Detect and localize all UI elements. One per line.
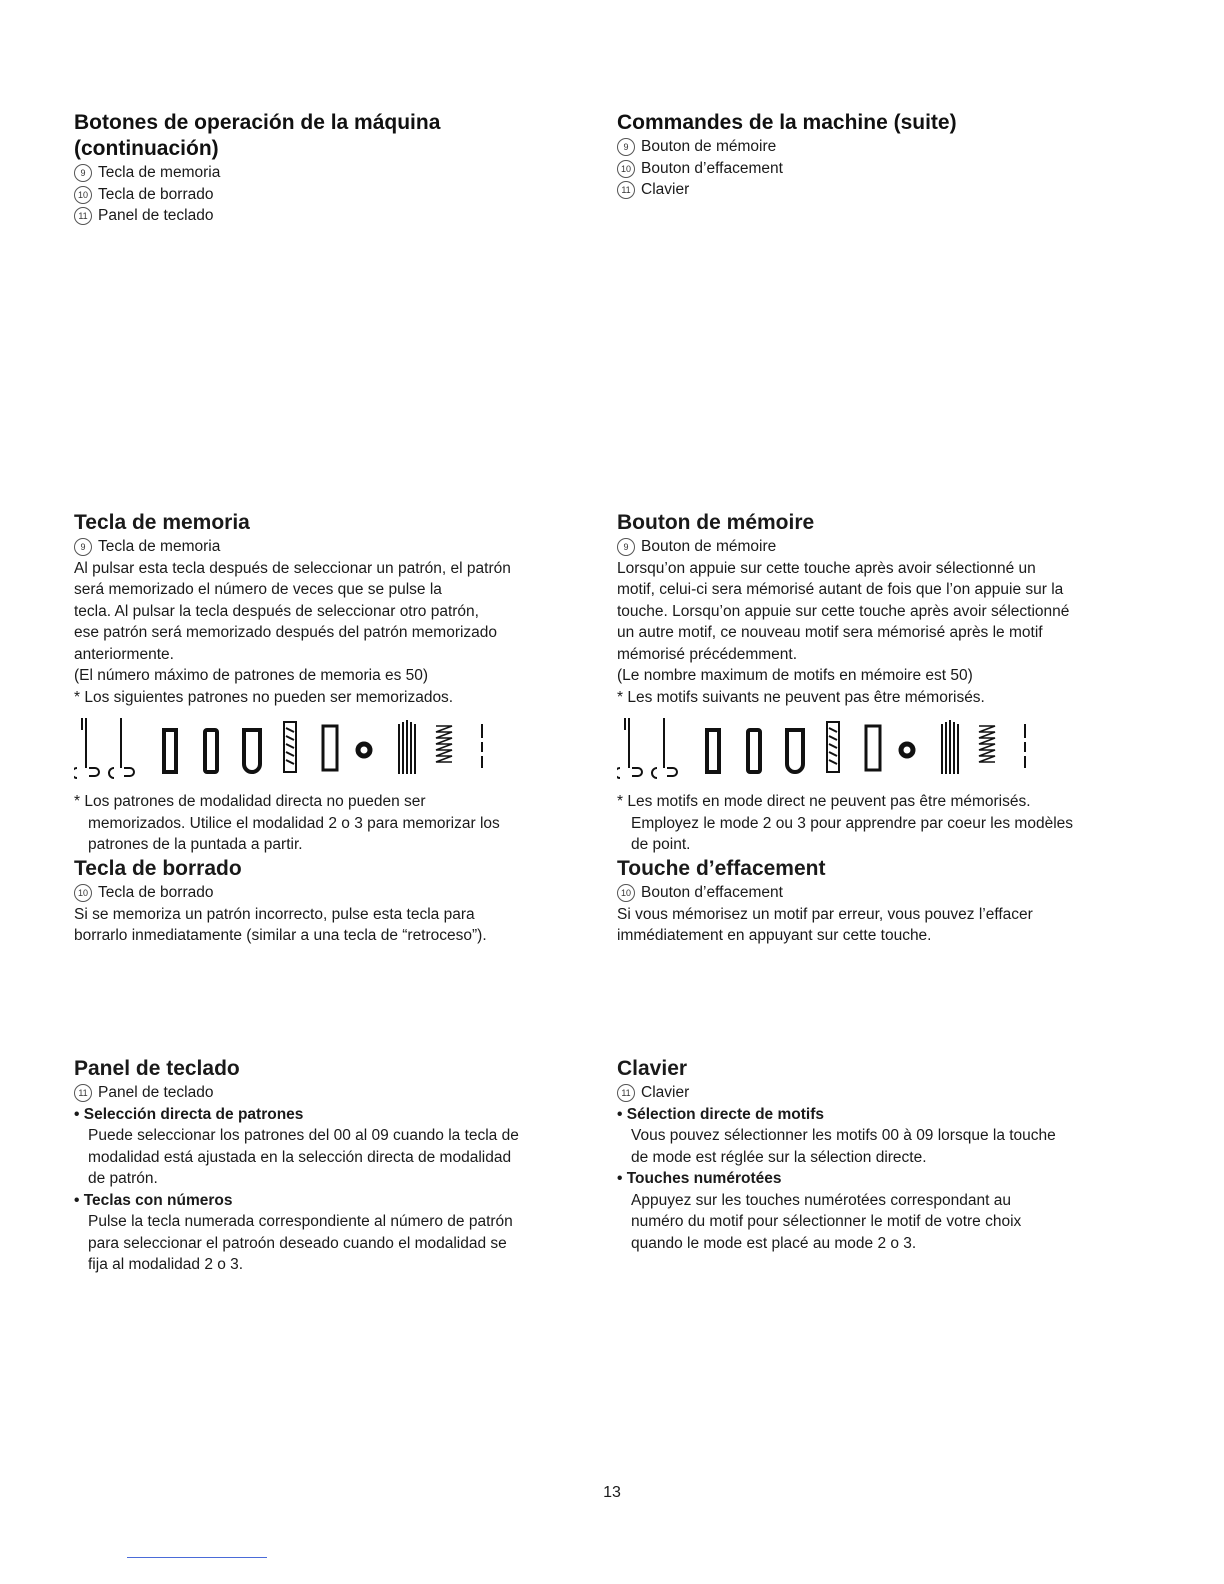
list-item: 11 Panel de teclado xyxy=(74,205,604,227)
body-line: tecla. Al pulsar la tecla después de seleccionar otro patrón, xyxy=(74,602,479,620)
callout-number: 9 xyxy=(74,538,92,556)
bullet-body-line: fija al modalidad 2 o 3. xyxy=(88,1256,244,1273)
body-line: ese patrón será memorizado después del patrón memorizado xyxy=(74,624,498,641)
callout-number: 11 xyxy=(74,1084,92,1102)
reference-item: 10 Bouton d’effacement xyxy=(617,882,1147,904)
body-line: mémorisé précédemment. xyxy=(617,645,798,663)
note-line: * Los patrones de modalidad directa no pueden ser xyxy=(74,793,426,810)
bullet-body-line: Pulse la tecla numerada correspondiente al número de patrón xyxy=(88,1213,513,1230)
note-line: memorizados. Utilice el modalidad 2 o 3 para memorizar los xyxy=(88,814,500,832)
keypad-section-fr xyxy=(617,1056,1147,1254)
note-line: Employez le mode 2 ou 3 pour apprendre par coeur les modèles xyxy=(631,814,1074,832)
callout-number: 10 xyxy=(74,884,92,902)
body-line: immédiatement en appuyant sur cette touche. xyxy=(617,927,932,944)
callout-number: 9 xyxy=(617,538,635,556)
note-line: de point. xyxy=(631,836,691,853)
section-title: Clavier xyxy=(617,1057,688,1080)
bullet-body-line: numéro du motif pour sélectionner le motif de votre choix xyxy=(631,1213,1022,1230)
section-title: Tecla de memoria xyxy=(74,511,250,534)
callout-number: 9 xyxy=(617,138,635,156)
callout-number: 11 xyxy=(617,181,635,199)
bullet-body-line: para seleccionar el patroón deseado cuando el modalidad se xyxy=(88,1234,507,1252)
body-line: Lorsqu’on appuie sur cette touche après avoir sélectionné un xyxy=(617,559,1036,577)
callout-number: 11 xyxy=(74,207,92,225)
callout-number: 9 xyxy=(74,164,92,182)
clear-section-es xyxy=(74,856,604,947)
section-title: Bouton de mémoire xyxy=(617,511,815,534)
callout-number: 10 xyxy=(617,160,635,178)
bullet-title: • Touches numérotées xyxy=(617,1170,782,1187)
reference-item: 9 Bouton de mémoire xyxy=(617,536,1147,558)
bullet-title: • Selección directa de patrones xyxy=(74,1105,304,1123)
callout-number: 10 xyxy=(74,186,92,204)
list-item: 10 Tecla de borrado xyxy=(74,184,604,206)
body-line: touche. Lorsqu’on appuie sur cette touche après avoir sélectionné xyxy=(617,602,1070,620)
callout-number: 10 xyxy=(617,884,635,902)
reference-item: 11 Clavier xyxy=(617,1082,1147,1104)
section-title: Panel de teclado xyxy=(74,1057,240,1080)
bullet-body-line: Appuyez sur les touches numérotées correspondant au xyxy=(631,1191,1011,1209)
body-line: Si se memoriza un patrón incorrecto, pulse esta tecla para xyxy=(74,905,475,923)
bullet-title: • Teclas con números xyxy=(74,1191,233,1209)
bullet-body-line: modalidad está ajustada en la selección directa de modalidad xyxy=(88,1148,512,1166)
section-title-continued: (continuación) xyxy=(74,137,219,160)
section-title: Tecla de borrado xyxy=(74,857,242,880)
body-line: un autre motif, ce nouveau motif sera mémorisé après le motif xyxy=(617,624,1043,641)
note-line: patrones de la puntada a partir. xyxy=(88,836,303,853)
list-item: 9 Bouton de mémoire xyxy=(617,136,1147,158)
list-item: 9 Tecla de memoria xyxy=(74,162,604,184)
body-line: será memorizado el número de veces que se pulse la xyxy=(74,581,442,598)
note-line: * Los siguientes patrones no pueden ser memorizados. xyxy=(74,688,454,706)
bullet-body-line: quando le mode est placé au mode 2 o 3. xyxy=(631,1234,917,1252)
body-line: Al pulsar esta tecla después de seleccionar un patrón, el patrón xyxy=(74,559,511,577)
section-title: Commandes de la machine (suite) xyxy=(617,111,957,134)
bullet-body-line: de patrón. xyxy=(88,1170,158,1187)
section-title: Touche d’effacement xyxy=(617,857,826,880)
operation-section-fr xyxy=(617,110,1147,201)
bullet-body-line: de mode est réglée sur la sélection directe. xyxy=(631,1148,927,1166)
note-line: * Les motifs suivants ne peuvent pas être mémorisés. xyxy=(617,688,985,706)
reference-item: 11 Panel de teclado xyxy=(74,1082,604,1104)
memory-section-fr xyxy=(617,510,1147,856)
stitch-patterns-illustration xyxy=(74,716,494,782)
list-item: 11 Clavier xyxy=(617,179,1147,201)
reference-item: 10 Tecla de borrado xyxy=(74,882,604,904)
keypad-section-es xyxy=(74,1056,604,1276)
section-title: Botones de operación de la máquina xyxy=(74,111,441,134)
body-line: (Le nombre maximum de motifs en mémoire est 50) xyxy=(617,667,973,684)
stitch-patterns-illustration xyxy=(617,716,1037,782)
operation-section-es xyxy=(74,110,604,227)
bullet-title: • Sélection directe de motifs xyxy=(617,1105,824,1123)
bullet-body-line: Vous pouvez sélectionner les motifs 00 à 09 lorsque la touche xyxy=(631,1127,1056,1144)
memory-section-es xyxy=(74,510,604,856)
body-line: anteriormente. xyxy=(74,645,174,663)
page-number: 13 xyxy=(603,1484,621,1501)
body-line: Si vous mémorisez un motif par erreur, vous pouvez l’effacer xyxy=(617,905,1033,923)
body-line: motif, celui-ci sera mémorisé autant de fois que l’on appuie sur la xyxy=(617,581,1064,598)
clear-section-fr xyxy=(617,856,1147,947)
body-line: borrarlo inmediatamente (similar a una tecla de “retroceso”). xyxy=(74,927,487,944)
body-line: (El número máximo de patrones de memoria es 50) xyxy=(74,667,429,684)
note-line: * Les motifs en mode direct ne peuvent pas être mémorisés. xyxy=(617,793,1031,810)
reference-item: 9 Tecla de memoria xyxy=(74,536,604,558)
callout-number: 11 xyxy=(617,1084,635,1102)
list-item: 10 Bouton d’effacement xyxy=(617,158,1147,180)
footer-rule xyxy=(127,1557,267,1558)
bullet-body-line: Puede seleccionar los patrones del 00 al 09 cuando la tecla de xyxy=(88,1127,519,1144)
